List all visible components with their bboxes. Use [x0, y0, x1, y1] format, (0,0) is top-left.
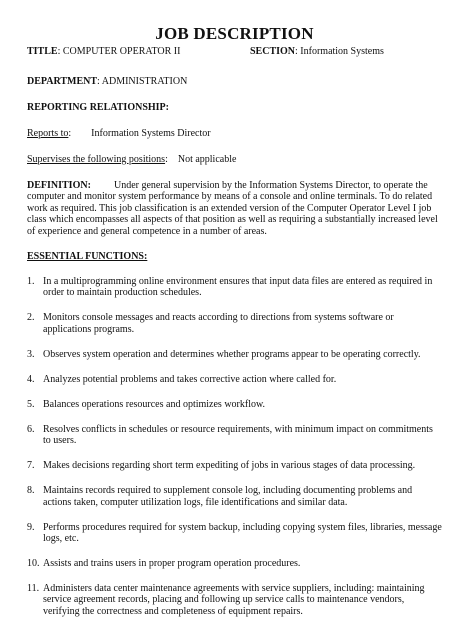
function-text: Resolves conflicts in schedules or resource requirements, with minimum impact on commitments to users.: [43, 423, 433, 447]
document-title: JOB DESCRIPTION: [155, 24, 314, 43]
function-item: [27, 276, 442, 299]
reporting-heading: [27, 102, 442, 114]
function-item: [27, 312, 442, 335]
reports-to-value: : Information Systems Director: [68, 128, 211, 139]
function-text: Administers data center maintenance agreements with service suppliers, including: maintaining service agreement records, placing and following up service calls to maintenance vendors, verifying the correctness and completeness of equipment repairs.: [43, 583, 425, 617]
function-number: 8.: [27, 485, 35, 497]
function-text: Maintains records required to supplement console log, including documenting problems and actions taken, computer utilization logs, file identifications and similar data.: [43, 485, 413, 508]
function-number: 5.: [27, 398, 35, 410]
function-text: Assists and trains users in proper program operation procedures.: [43, 558, 301, 570]
section-value: : Information Systems: [295, 46, 384, 57]
function-item: [27, 485, 442, 508]
functions-heading-text: ESSENTIAL FUNCTIONS: [27, 251, 144, 263]
definition-label: DEFINITION: [27, 180, 88, 191]
function-text: Performs procedures required for system backup, including copying system files, libraries, message logs, etc.: [43, 521, 442, 545]
function-item: [27, 583, 442, 617]
function-text: Observes system operation and determines whether programs appear to be operating correctly.: [43, 348, 421, 360]
function-number: 11.: [27, 583, 40, 595]
function-number: 1.: [27, 276, 35, 288]
function-item: [27, 522, 442, 545]
title-value: : COMPUTER OPERATOR II: [57, 46, 181, 57]
function-number: 2.: [27, 312, 35, 324]
function-item: [27, 424, 442, 447]
supervises-label: Supervises the following positions: [27, 154, 166, 165]
title-label: TITLE: [27, 46, 58, 57]
reporting-heading-colon: :: [165, 102, 169, 113]
function-number: 4.: [27, 373, 35, 385]
department-line: [27, 76, 442, 88]
function-text: In a multiprogramming online environment ensures that input data files are entered as required in order to maintain production schedules.: [43, 276, 433, 299]
function-item: [27, 349, 442, 360]
reporting-heading-text: REPORTING RELATIONSHIP: [27, 102, 166, 113]
department-value: : ADMINISTRATION: [97, 76, 188, 87]
supervises-value: : Not applicable: [165, 154, 237, 165]
reports-to-label: Reports to: [27, 128, 69, 139]
definition-paragraph: [27, 180, 442, 237]
function-number: 7.: [27, 460, 35, 472]
section: [250, 46, 384, 58]
supervises-line: [27, 154, 442, 166]
function-item: [27, 399, 442, 410]
function-item: [27, 374, 442, 385]
title-section-line: [27, 46, 442, 58]
essential-functions-heading: [27, 251, 442, 263]
function-number: 10.: [27, 558, 40, 570]
function-item: [27, 558, 442, 569]
reports-to-line: [27, 128, 442, 140]
function-number: 6.: [27, 423, 35, 435]
function-text: Balances operations resources and optimizes workflow.: [43, 398, 266, 410]
function-text: Analyzes potential problems and takes corrective action where called for.: [43, 373, 337, 385]
functions-heading-colon: :: [143, 251, 148, 263]
function-number: 9.: [27, 521, 35, 533]
function-text: Monitors console messages and reacts according to directions from systems software or applications programs.: [43, 312, 394, 335]
section-label: SECTION: [250, 46, 296, 57]
function-number: 3.: [27, 348, 35, 360]
function-item: [27, 460, 442, 471]
department-label: DEPARTMENT: [27, 76, 98, 87]
job-title: [27, 46, 250, 58]
definition-text: Under general supervision by the Information Systems Director, to operate the computer and monitor system performance by means of a console and online terminals. To do related work as required. This job classification is an extended version of the Computer Operator Level I job class which encompasses all aspects of that position as well as requiring a substantially increased level of experience and general competence in a number of areas.: [27, 180, 438, 237]
function-text: Makes decisions regarding short term expediting of jobs in various stages of data processing.: [43, 460, 416, 472]
essential-functions-list: [27, 276, 442, 617]
definition-colon: :: [87, 180, 91, 191]
